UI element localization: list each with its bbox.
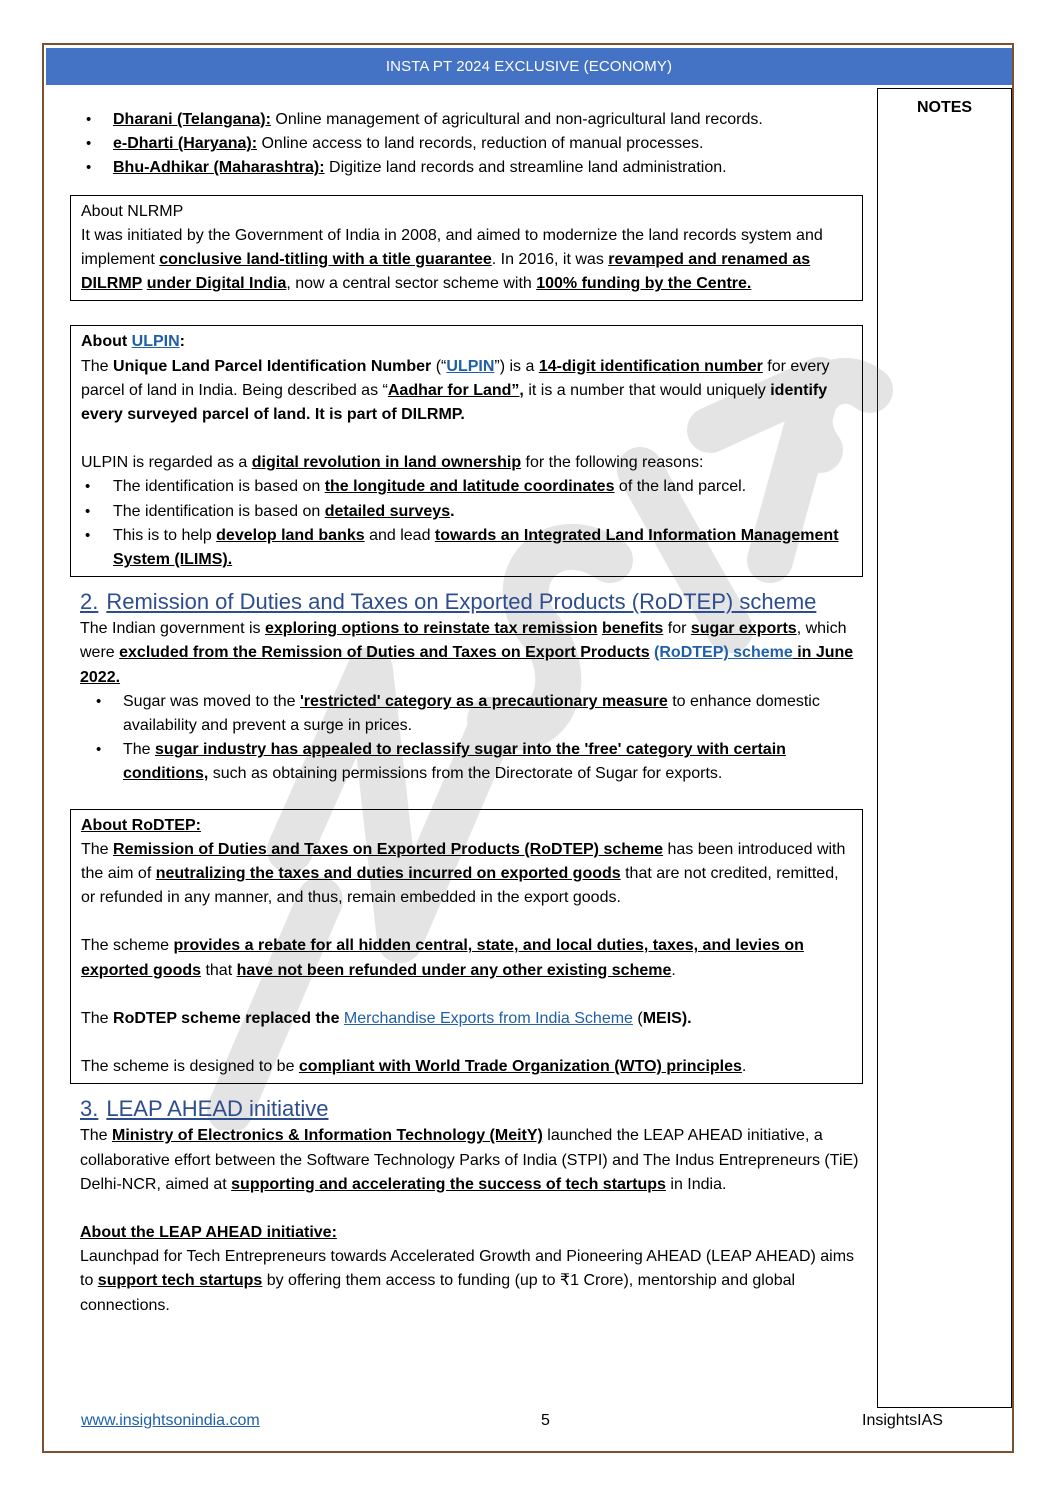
- section-3-intro: The Ministry of Electronics & Information Technology (MeitY) launched the LEAP AHEAD initiative, a collaborative effort between the Software Technology Parks of India (STPI) and The Indus Entrepreneurs (TiE) Delhi-NCR, aimed at supporting and accelerating the success of tech startups in India.: [80, 1127, 859, 1193]
- nlrmp-title: About NLRMP: [81, 202, 184, 220]
- rodtep-para-1: The Remission of Duties and Taxes on Exported Products (RoDTEP) scheme has been introduced with the aim of neutralizing the taxes and duties incurred on exported goods that are not credited, remitted, or refunded in any manner, and thus, remain embedded in the export goods.: [81, 840, 846, 907]
- list-item: • The identification is based on the longitude and latitude coordinates of the land parcel.: [81, 475, 852, 499]
- footer-brand: InsightsIAS: [862, 1412, 943, 1429]
- notes-panel: [877, 88, 1012, 1408]
- section-2-intro: The Indian government is exploring options to reinstate tax remission benefits for sugar exports, which were excluded from the Remission of Duties and Taxes on Export Products (RoDTEP) scheme in June 2022.: [80, 620, 854, 686]
- list-item: • Sugar was moved to the 'restricted' category as a precautionary measure to enhance domestic availability and prevent a surge in prices.: [80, 690, 865, 738]
- section-3-heading: 3. LEAP AHEAD initiative: [80, 1096, 329, 1122]
- sugar-list: [70, 690, 865, 787]
- bullet-label: e-Dharti (Haryana):: [113, 135, 258, 153]
- ulpin-box: [70, 325, 863, 577]
- land-records-list: [70, 108, 865, 181]
- document-body: [70, 108, 865, 1318]
- bullet-text: Online management of agricultural and non-agricultural land records.: [270, 111, 763, 128]
- rodtep-box-title: About RoDTEP:: [81, 816, 201, 834]
- notes-title: NOTES: [916, 99, 973, 116]
- rodtep-para-3: The RoDTEP scheme replaced the Merchandise Exports from India Scheme (MEIS).: [81, 1009, 692, 1027]
- bullet-text: Online access to land records, reduction of manual processes.: [257, 135, 704, 153]
- meis-link[interactable]: Merchandise Exports from India Scheme: [343, 1009, 633, 1027]
- nlrmp-box: [70, 195, 863, 302]
- list-item: • This is to help develop land banks and lead towards an Integrated Land Information Management System (ILIMS).: [81, 524, 852, 572]
- rodtep-para-2: The scheme provides a rebate for all hidden central, state, and local duties, taxes, and levies on exported goods that have not been refunded under any other existing scheme.: [81, 937, 804, 979]
- bullet-label: Dharani (Telangana):: [113, 111, 271, 128]
- nlrmp-text: It was initiated by the Government of India in 2008, and aimed to modernize the land records system and implement conclusive land-titling with a title guarantee. In 2016, it was revamped and renamed as DILRMP under Digital India, now a central sector scheme with 100% funding by the Centre.: [81, 226, 823, 293]
- ulpin-link[interactable]: ULPIN: [131, 333, 180, 351]
- page-number: 5: [541, 1412, 550, 1429]
- ulpin-reasons-intro: ULPIN is regarded as a digital revolution in land ownership for the following reasons:: [81, 454, 704, 472]
- bullet-text: Digitize land records and streamline land administration.: [324, 159, 727, 177]
- rodtep-box: [70, 809, 863, 1085]
- bullet-label: Bhu-Adhikar (Maharashtra):: [113, 159, 325, 177]
- ulpin-title: About ULPIN:: [81, 333, 185, 351]
- list-item: • The sugar industry has appealed to reclassify sugar into the 'free' category with certain conditions, such as obtaining permissions from the Directorate of Sugar for exports.: [80, 738, 865, 786]
- list-item: [70, 132, 865, 156]
- leap-about-title: About the LEAP AHEAD initiative:: [80, 1223, 337, 1241]
- ulpin-definition: The Unique Land Parcel Identification Number (“ULPIN”) is a 14-digit identification number for every parcel of land in India. Being described as “Aadhar for Land”, it is a number that would uniquely identify every surveyed parcel of land. It is part of DILRMP.: [81, 357, 830, 424]
- ulpin-reasons-list: [81, 475, 852, 572]
- section-2-heading: 2. Remission of Duties and Taxes on Exported Products (RoDTEP) scheme: [80, 589, 817, 615]
- rodtep-para-4: The scheme is designed to be compliant with World Trade Organization (WTO) principles.: [81, 1058, 747, 1076]
- leap-about-text: Launchpad for Tech Entrepreneurs towards Accelerated Growth and Pioneering AHEAD (LEAP AHEAD) aims to support tech startups by offering them access to funding (up to ₹1 Crore), mentorship and global connections.: [80, 1248, 855, 1314]
- list-item: [70, 108, 865, 132]
- list-item: • The identification is based on detailed surveys.: [81, 500, 852, 524]
- ulpin-inline-link[interactable]: ULPIN: [446, 357, 495, 375]
- rodtep-link[interactable]: (RoDTEP) scheme: [654, 644, 793, 662]
- footer-website-link[interactable]: www.insightsonindia.com: [81, 1412, 260, 1429]
- list-item: [70, 156, 865, 180]
- page-header: INSTA PT 2024 EXCLUSIVE (ECONOMY): [46, 48, 1012, 85]
